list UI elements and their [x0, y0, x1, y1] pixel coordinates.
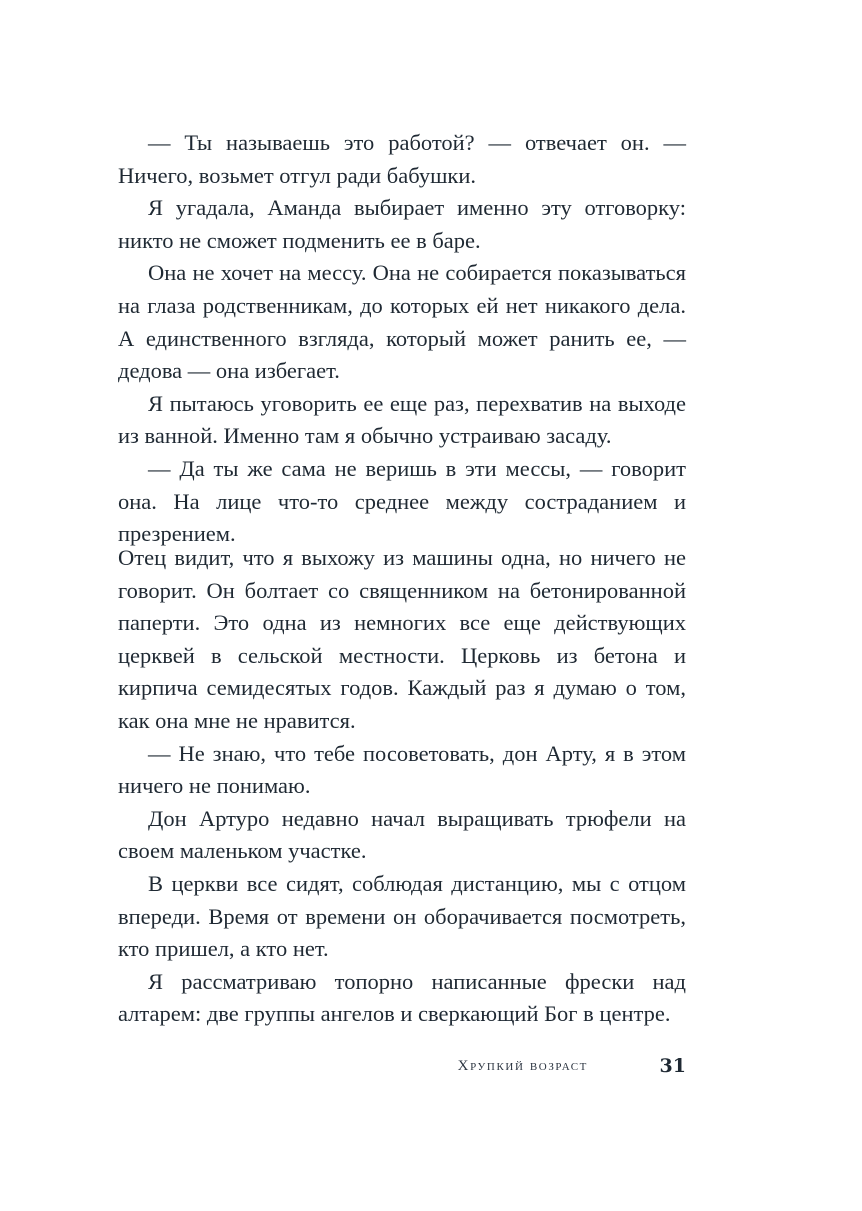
page-number: 31 — [659, 1055, 686, 1077]
paragraph: Она не хочет на мессу. Она не собирается показываться на глаза родственникам, до которых ей нет никакого дела. А единственного взгляда, который может ранить ее, — дедова — она избегает. — [118, 260, 686, 384]
running-title: Хрупкий возраст — [457, 1058, 588, 1074]
paragraph: — Не знаю, что тебе посоветовать, дон Арту, я в этом ничего не понимаю. — [118, 740, 686, 799]
paragraph: Отец видит, что я выхожу из машины одна, но ничего не говорит. Он болтает со священником на бетонированной паперти. Это одна из немногих все еще действующих церквей в сельской местности. Церковь из бетона и кирпича семидесятых годов. Каждый раз я думаю о том, как она мне не нравится. — [118, 545, 686, 733]
paragraph: Я угадала, Аманда выбирает именно эту отговорку: никто не сможет подменить ее в баре. — [118, 195, 686, 253]
paragraph: В церкви все сидят, соблюдая дистанцию, мы с отцом впереди. Время от времени он оборачивается посмотреть, кто пришел, а кто нет. — [118, 870, 686, 962]
text-section-2 — [118, 542, 686, 1031]
paragraph: — Ты называешь это работой? — отвечает он. — Ничего, возьмет отгул ради бабушки. — [118, 130, 686, 188]
paragraph: Я рассматриваю топорно написанные фрески над алтарем: две группы ангелов и сверкающий Бог в центре. — [118, 968, 686, 1027]
text-section-1 — [118, 127, 686, 551]
paragraph: Дон Артуро недавно начал выращивать трюфели на своем маленьком участке. — [118, 805, 686, 864]
page-footer — [118, 1055, 686, 1085]
paragraph: Я пытаюсь уговорить ее еще раз, перехватив на выходе из ванной. Именно там я обычно устраиваю засаду. — [118, 390, 686, 449]
paragraph: — Да ты же сама не веришь в эти мессы, — говорит она. На лице что-то среднее между состраданием и презрением. — [118, 455, 686, 547]
